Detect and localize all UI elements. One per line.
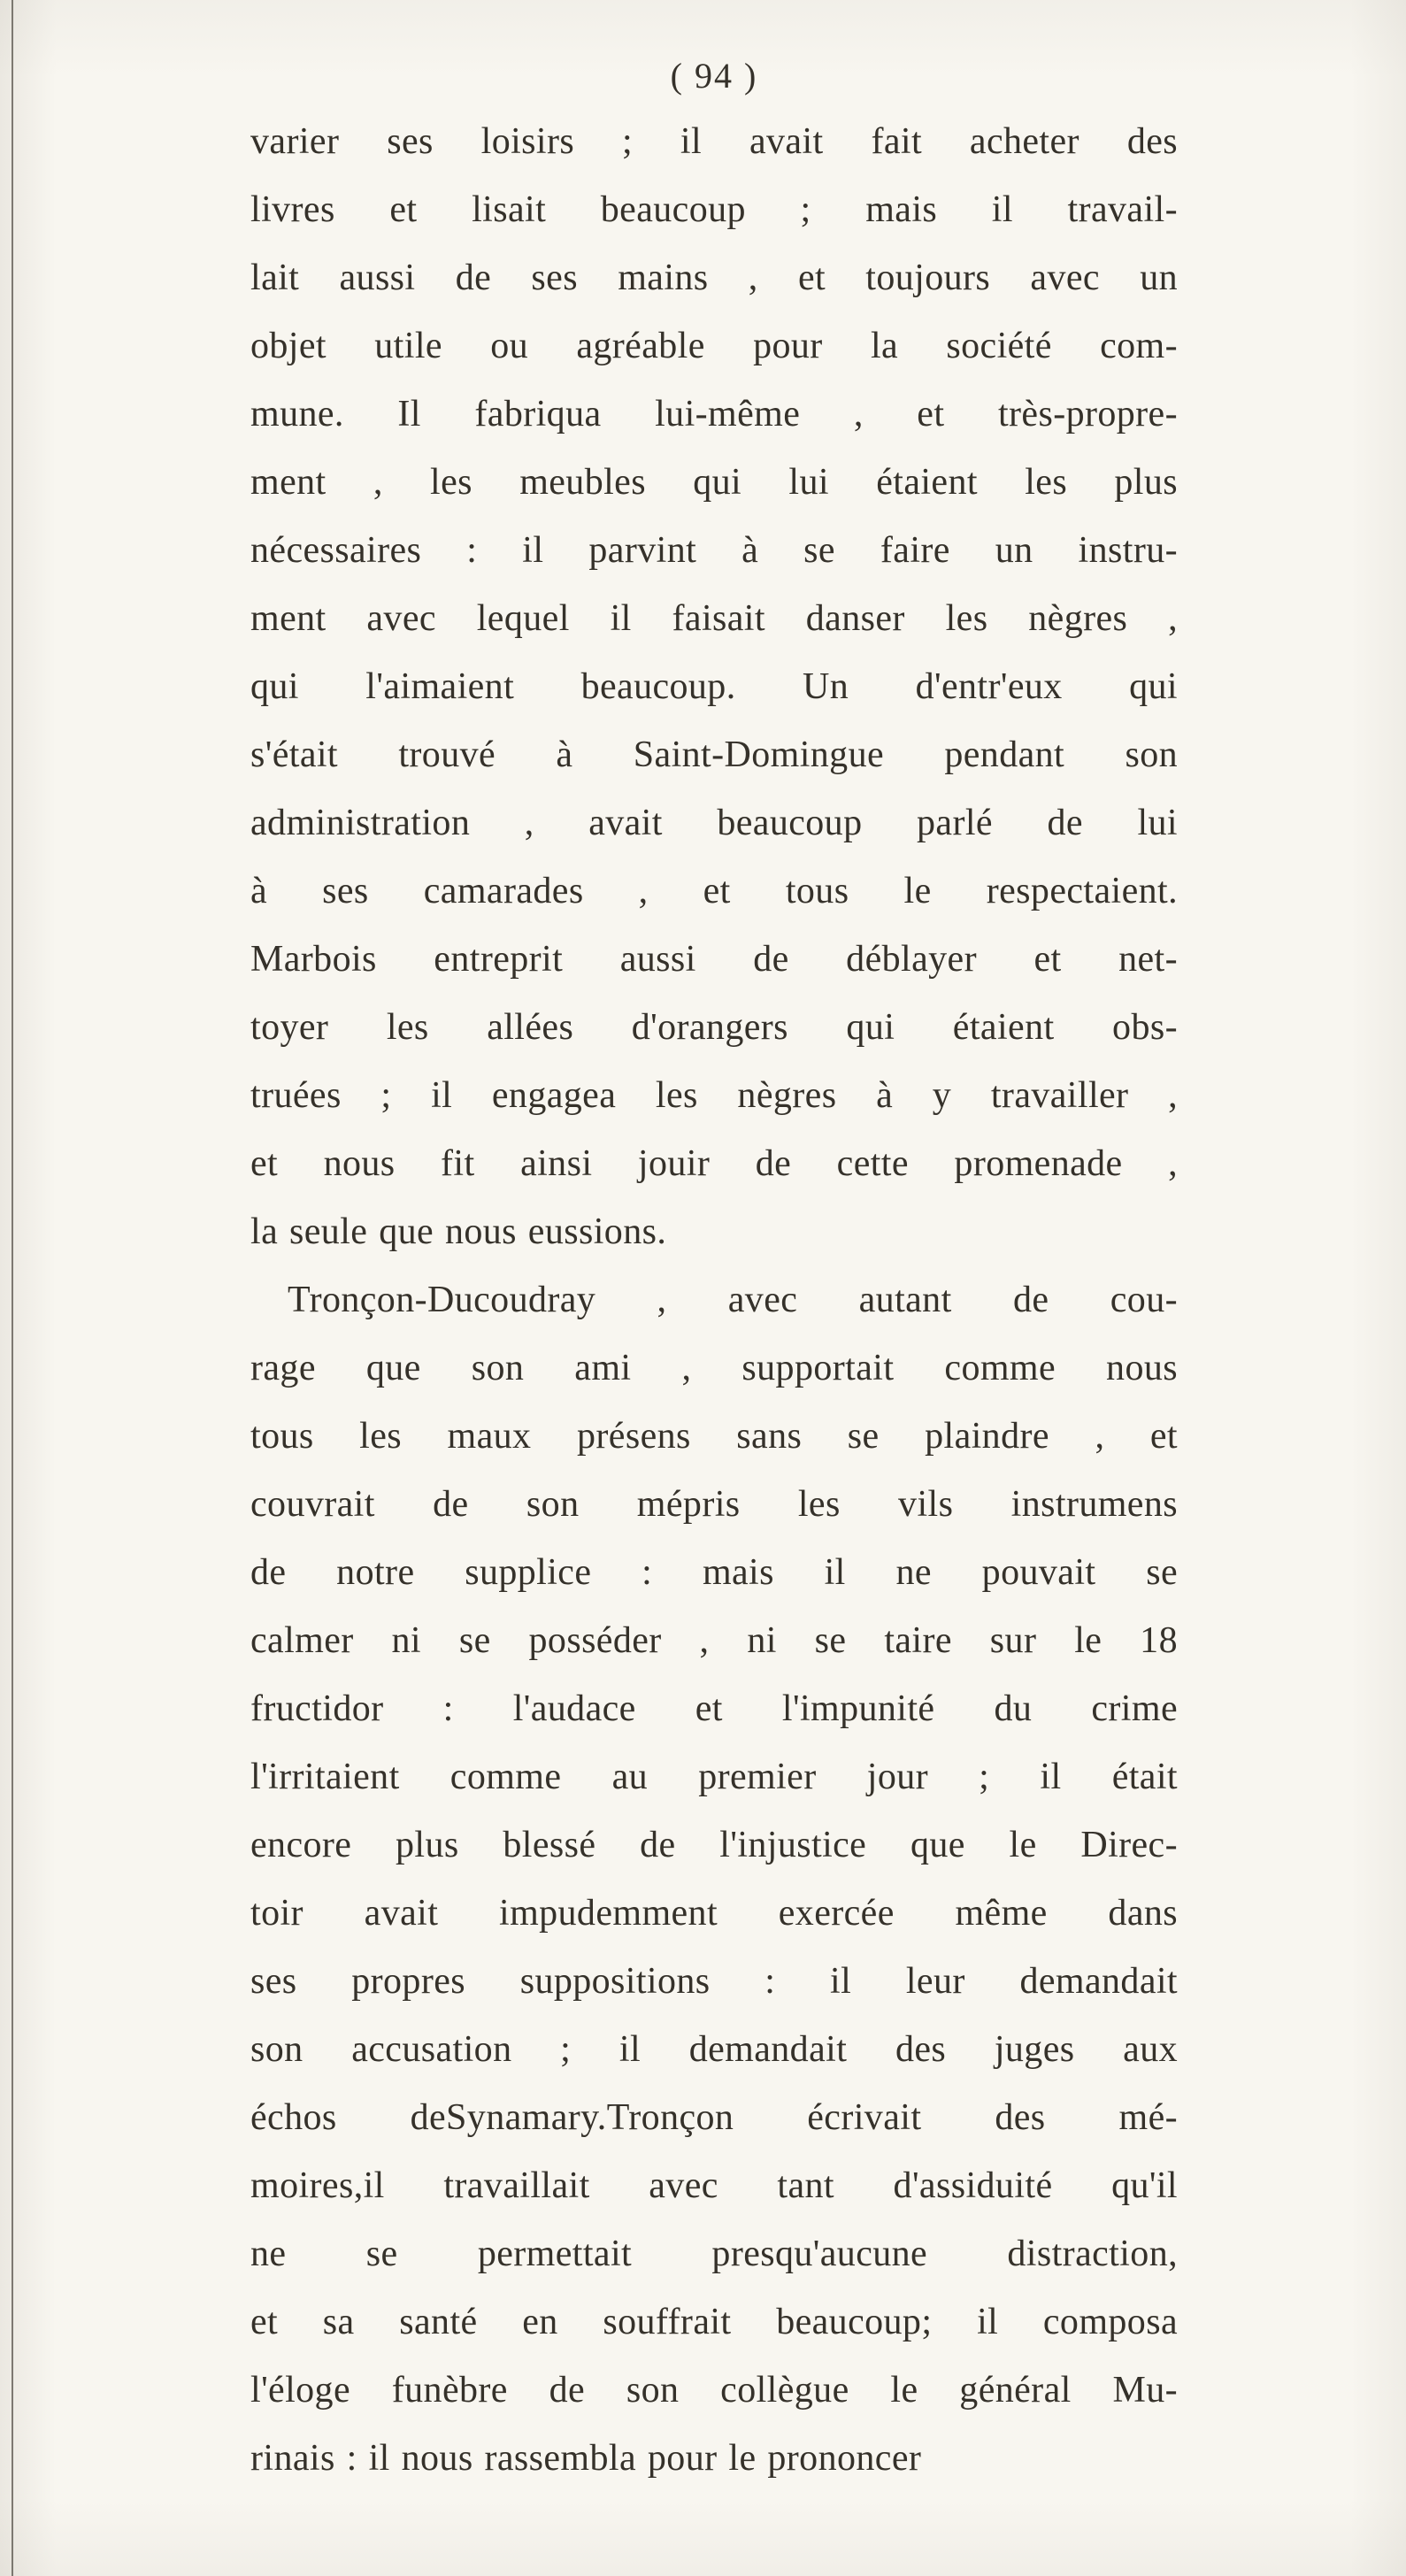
text-body <box>250 108 1178 2493</box>
text-line: qui l'aimaient beaucoup. Un d'entr'eux qui <box>250 666 1178 707</box>
page-number: ( 94 ) <box>670 56 758 96</box>
text-line: toyer les allées d'orangers qui étaient obs- <box>250 1007 1178 1048</box>
text-line: nécessaires : il parvint à se faire un instru- <box>250 530 1178 571</box>
text-line: fructidor : l'audace et l'impunité du crime <box>250 1688 1178 1729</box>
paragraph <box>250 108 1178 1266</box>
text-line: lait aussi de ses mains , et toujours avec un <box>250 258 1178 298</box>
text-line: rage que son ami , supportait comme nous <box>250 1348 1178 1388</box>
text-line: mune. Il fabriqua lui-même , et très-propre- <box>250 394 1178 434</box>
text-line: de notre supplice : mais il ne pouvait se <box>250 1552 1178 1593</box>
text-block <box>250 51 1178 2493</box>
text-line: Tronçon-Ducoudray , avec autant de cou- <box>288 1280 1178 1320</box>
text-line: rinais : il nous rassembla pour le prononcer <box>250 2438 922 2479</box>
text-line: encore plus blessé de l'injustice que le Direc- <box>250 1825 1178 1865</box>
text-line: ses propres suppositions : il leur demandait <box>250 1961 1178 2002</box>
text-line: toir avait impudemment exercée même dans <box>250 1893 1178 1934</box>
text-line: la seule que nous eussions. <box>250 1211 667 1252</box>
text-line: et sa santé en souffrait beaucoup; il composa <box>250 2302 1178 2342</box>
text-line: échos deSynamary.Tronçon écrivait des mé- <box>250 2097 1178 2138</box>
text-line: ment , les meubles qui lui étaient les plus <box>250 462 1178 503</box>
text-line: son accusation ; il demandait des juges aux <box>250 2029 1178 2070</box>
text-line: l'irritaient comme au premier jour ; il était <box>250 1757 1178 1797</box>
text-line: tous les maux présens sans se plaindre , et <box>250 1416 1178 1457</box>
text-line: à ses camarades , et tous le respectaient. <box>250 871 1178 911</box>
text-line: s'était trouvé à Saint-Domingue pendant son <box>250 734 1178 775</box>
text-line: ment avec lequel il faisait danser les nègres , <box>250 598 1178 639</box>
text-line: ne se permettait presqu'aucune distraction, <box>250 2234 1178 2274</box>
text-line: objet utile ou agréable pour la société com- <box>250 326 1178 366</box>
text-line: l'éloge funèbre de son collègue le général Mu- <box>250 2370 1178 2411</box>
text-line: Marbois entreprit aussi de déblayer et net- <box>250 939 1178 980</box>
text-line: et nous fit ainsi jouir de cette promenade , <box>250 1143 1178 1184</box>
text-line: couvrait de son mépris les vils instrumens <box>250 1484 1178 1525</box>
text-line: calmer ni se posséder , ni se taire sur le 18 <box>250 1620 1178 1661</box>
text-line: varier ses loisirs ; il avait fait acheter des <box>250 121 1178 162</box>
text-line: truées ; il engagea les nègres à y travailler , <box>250 1075 1178 1116</box>
paragraph <box>250 1266 1178 2493</box>
page-edge-line <box>12 0 13 2576</box>
text-line: moires,il travaillait avec tant d'assiduité qu'il <box>250 2165 1178 2206</box>
text-line: livres et lisait beaucoup ; mais il travail- <box>250 189 1178 230</box>
text-line: administration , avait beaucoup parlé de lui <box>250 803 1178 843</box>
